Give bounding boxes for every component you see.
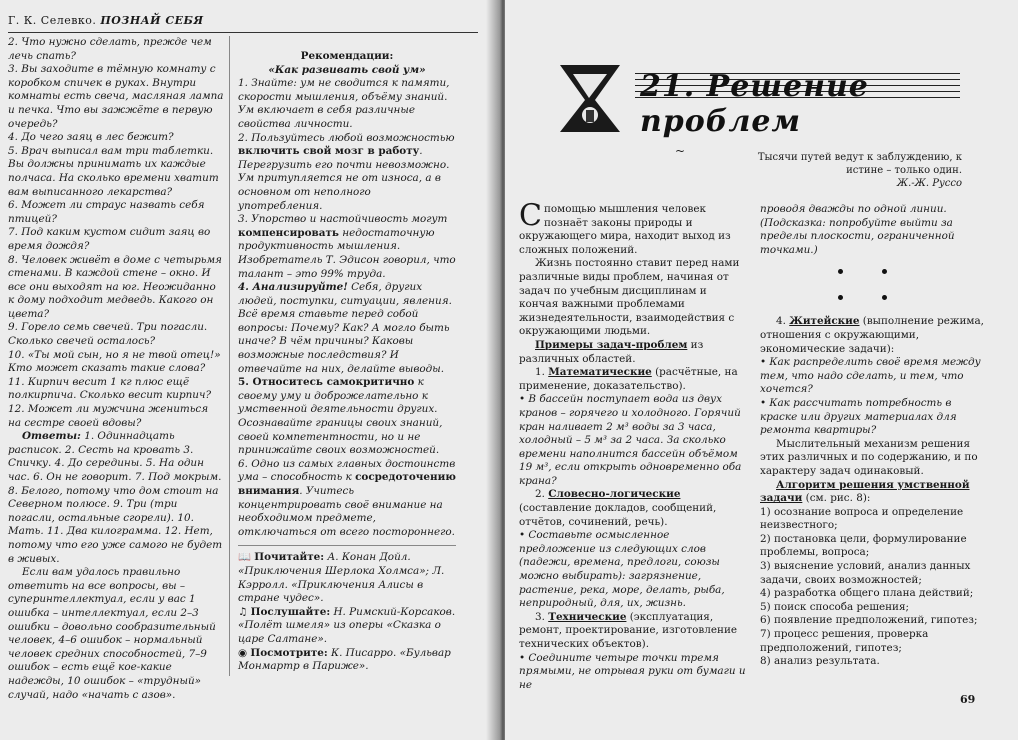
quiz-question: 6. Может ли страус назвать себя птицей? [8,199,205,225]
recommendation-2 [238,132,456,214]
examples-rest: из различных областей. [519,338,704,365]
right-column-1 [519,198,747,692]
examples-label: Примеры задач-проблем [535,338,688,351]
rec3-bold: компенсировать [238,226,339,239]
recommendation-4 [238,281,456,376]
rec6-text: 6. Одно из самых главных достоинств ума – способность к [238,457,456,484]
recommendation-1: 1. Знайте: ум не сводится к памяти, скорости мышления, объёму знаний. Ум включает в себя различные свойства личности. [238,77,450,130]
watch-label: Посмотрите: [250,646,328,659]
tech-label: Технические [548,610,627,623]
dot [838,269,843,274]
running-head-rule [8,32,478,33]
music-note-icon: ♫ [238,605,248,618]
life-rest: (выполнение режима, отношения с окружающими, экономические задачи): [760,315,984,355]
left-page [0,0,500,740]
dot [882,269,887,274]
rec2-rest: . Перегрузить его почти невозможно. Ум притупляется не от износа, а в основном от неполного употребления. [238,145,450,212]
algorithm-step: 3) выяснение условий, анализ данных задачи, своих возможностей; [760,560,971,586]
algorithm-step: 4) разработка общего плана действий; [760,587,974,600]
epigraph [750,151,962,190]
chapter-emblem-icon [555,60,625,135]
chapter-header [545,55,930,139]
recommendations-column [238,50,456,674]
four-dots-figure [760,257,985,315]
intro-paragraph [519,198,747,257]
tech-num: 3. [535,610,549,623]
scoring-text: Если вам удалось правильно ответить на все вопросы, вы – суперинтеллектуал, если у вас 1 ошибка – интеллектуал, если 2–3 ошибки – довольно сообразительный человек, 4–6 ошибок – нормальный человек средних способностей, 7–9 ошибок – есть ещё кое-какие надежды, 10 ошибок – «трудный» случай, надо «начать с азов». [8,566,216,701]
algorithm-rest: (см. рис. 8): [802,492,871,505]
recommendations-subtitle: «Как развивать свой ум» [268,63,426,76]
quiz-question: 10. «Ты мой сын, но я не твой отец!» Кто может сказать такие слова? [8,348,221,375]
examples-intro [519,339,747,366]
running-head-title: ПОЗНАЙ СЕБЯ [100,14,204,27]
quiz-question: 3. Вы заходите в тёмную комнату с коробком спичек в руках. Внутри комнаты есть свеча, масляная лампа и печка. Что вы зажжёте в первую очередь? [8,63,224,130]
algorithm-step: 2) постановка цели, формулирование проблемы, вопроса; [760,532,967,559]
page-number: 69 [960,693,976,706]
tilde-ornament: ~ [675,144,686,158]
verbal-type [519,488,747,529]
rec2-bold: включить свой мозг в работу [238,145,420,158]
right-column-2 [760,203,985,669]
algorithm-intro [760,479,985,506]
quiz-question: 5. Врач выписал вам три таблетки. Вы должны принимать их каждые полчаса. На сколько времени хватит вам выписанного лекарства? [8,144,219,198]
listen-label: Послушайте: [250,605,331,618]
suggestion-listen [238,606,456,647]
life-type [760,315,985,356]
tech-rest: (эксплуатация, ремонт, проектирование, изготовление технических объектов). [519,610,738,650]
quiz-column [8,36,224,702]
math-type [519,366,747,393]
epigraph-author: Ж.-Ж. Руссо [896,178,962,189]
math-rest: (расчётные, на применение, доказательство). [519,366,738,392]
column-divider [229,36,230,676]
math-num: 1. [535,366,549,379]
answers-text: 1. Одиннадцать расписок. 2. Сесть на кровать 3. Спичку. 4. До середины. 5. На один час. 6. Он не говорит. 7. Под мокрым. 8. Белого, потому что дом стоит на Северном полюсе. 9. Три (три погасли, остальные сгорели). 10. Мать. 11. Два килограмма. 12. Нет, потому что его уже самого не будет в живых. [8,430,223,565]
eye-icon: ◉ [238,646,248,659]
algorithm-step: 7) процесс решения, проверка предположений, гипотез; [760,628,929,654]
math-task: • В бассейн поступает вода из двух кранов – горячего и холодного. Горячий кран наливает 2 м³ воды за 3 часа, холодный – 5 м³ за 2 часа. За сколько времени наполнится бассейн объёмом 19 м³, если открыть одновременно оба крана? [519,393,742,487]
verbal-num: 2. [535,488,549,501]
quiz-question: 12. Может ли мужчина жениться на сестре своей вдовы? [8,403,209,429]
rec5-rest: к своему уму и доброжелательно к умственной деятельности других. Осознавайте границы своих знаний, своей компетентности, но и не принижайте своих возможностей. [238,376,443,457]
quiz-question: 9. Горело семь свечей. Три погасли. Сколько свечей осталось? [8,321,208,348]
recommendations-title: Рекомендации: [300,50,394,62]
life-num: 4. [776,315,790,328]
listen-text: Н. Римский-Корсаков. «Полёт шмеля» из оперы «Сказка о царе Салтане». [238,605,456,645]
math-label: Математические [548,366,652,379]
read-text: А. Конан Дойл. «Приключения Шерлока Холмса»; Л. Кэрролл. «Приключения Алисы в стране чудес». [238,551,445,605]
quiz-question: 4. До чего заяц в лес бежит? [8,131,174,144]
rec6-rest: . Учитесь концентрировать своё внимание на необходимом предмете, отключаться от всего постороннего. [238,485,455,538]
recommendation-5 [238,376,456,458]
chapter-title: 21. Решение проблем [640,69,869,139]
suggestion-watch [238,647,456,674]
rec2-text: 2. Пользуйтесь любой возможностью [238,131,455,144]
rec4-rest: Себя, других людей, поступки, ситуации, явления. Всё время ставьте перед собой вопросы: Почему? Как? А могло быть иначе? В чём причины? Каковы возможные последствия? И отвечайте на них, делайте выводы. [238,281,452,375]
mechanism-paragraph: Мыслительный механизм решения этих различных и по содержанию, и по характеру задач одинаковый. [760,437,978,477]
life-question-2: • Как рассчитать потребность в краске или других материалах для ремонта квартиры? [760,396,957,437]
recommendation-6 [238,458,456,540]
suggestion-read [238,551,456,605]
tech-task-continued: проводя дважды по одной линии. (Подсказка: попробуйте выйти за пределы плоскости, ограниченной точками.) [760,203,955,256]
algorithm-label: Алгоритм решения умственной задачи [760,478,970,505]
answers [8,430,224,566]
verbal-rest: (составление докладов, сообщений, отчётов, сочинений, речь). [519,502,717,528]
recommendation-3 [238,213,456,281]
quiz-question: 2. Что нужно сделать, прежде чем лечь спать? [8,36,212,62]
book-icon: 📖 [238,551,251,564]
rec6-bold: сосредоточению внимания [238,471,456,497]
epigraph-text: Тысячи путей ведут к заблуждению, к истине – только один. [757,152,962,176]
intro-text: помощью мышления человек познаёт законы природы и окружающего мира, находит выход из сложных положений. [519,203,731,256]
rec3-text: 3. Упорство и настойчивость могут [238,213,448,226]
verbal-label: Словесно-логические [548,488,681,501]
answers-label: Ответы: [22,430,81,443]
paragraph-2: Жизнь постоянно ставит перед нами различные виды проблем, начиная от задач по учебным дисциплинам и кончая важными проблемами жизнедеятельности, взаимодействия с окружающими людьми. [519,257,740,338]
rec3-rest: недостаточную продуктивность мышления. Изобретатель Т. Эдисон говорил, что талант – это 99% труда. [238,226,456,280]
life-label: Житейские [789,315,860,328]
drop-cap: С [519,198,542,233]
dot [838,295,843,300]
rec4-bold: 4. Анализируйте! [238,281,348,294]
verbal-task: • Составьте осмысленное предложение из следующих слов (падежи, времена, предлоги, союзы можно выбирать): загрязнение, растение, река, море, делать, рыба, неприродный, для, их, жизнь. [519,529,725,610]
dot [882,295,887,300]
read-label: Почитайте: [254,551,325,564]
quiz-question: 7. Под каким кустом сидит заяц во время дождя? [8,226,211,252]
tech-type [519,611,747,652]
quiz-question: 11. Кирпич весит 1 кг плюс ещё полкирпича. Сколько весит кирпич? [8,375,212,402]
watch-text: К. Писарро. «Бульвар Монмартр в Париже». [238,646,451,673]
quiz-question: 8. Человек живёт в доме с четырьмя стенами. В каждой стене – окно. И все они выходят на юг. Неожиданно к дому подходит медведь. Какого он цвета? [8,253,222,320]
algorithm-step: 5) поиск способа решения; [760,600,910,613]
algorithm-step: 6) появление предположений, гипотез; [760,614,978,627]
life-question-1: • Как распределить своё время между тем, что надо сделать, и тем, что хочется? [760,356,981,396]
running-head [8,14,488,27]
algorithm-step: 1) осознание вопроса и определение неизвестного; [760,505,964,532]
suggestions-divider [238,545,456,546]
algorithm-step: 8) анализ результата. [760,655,880,668]
tech-task: • Соедините четыре точки тремя прямыми, не отрывая руки от бумаги и не [519,651,746,691]
right-page [505,0,1018,740]
running-head-author: Г. К. Селевко. [8,14,97,27]
rec5-bold: 5. Относитесь самокритично [238,376,415,389]
